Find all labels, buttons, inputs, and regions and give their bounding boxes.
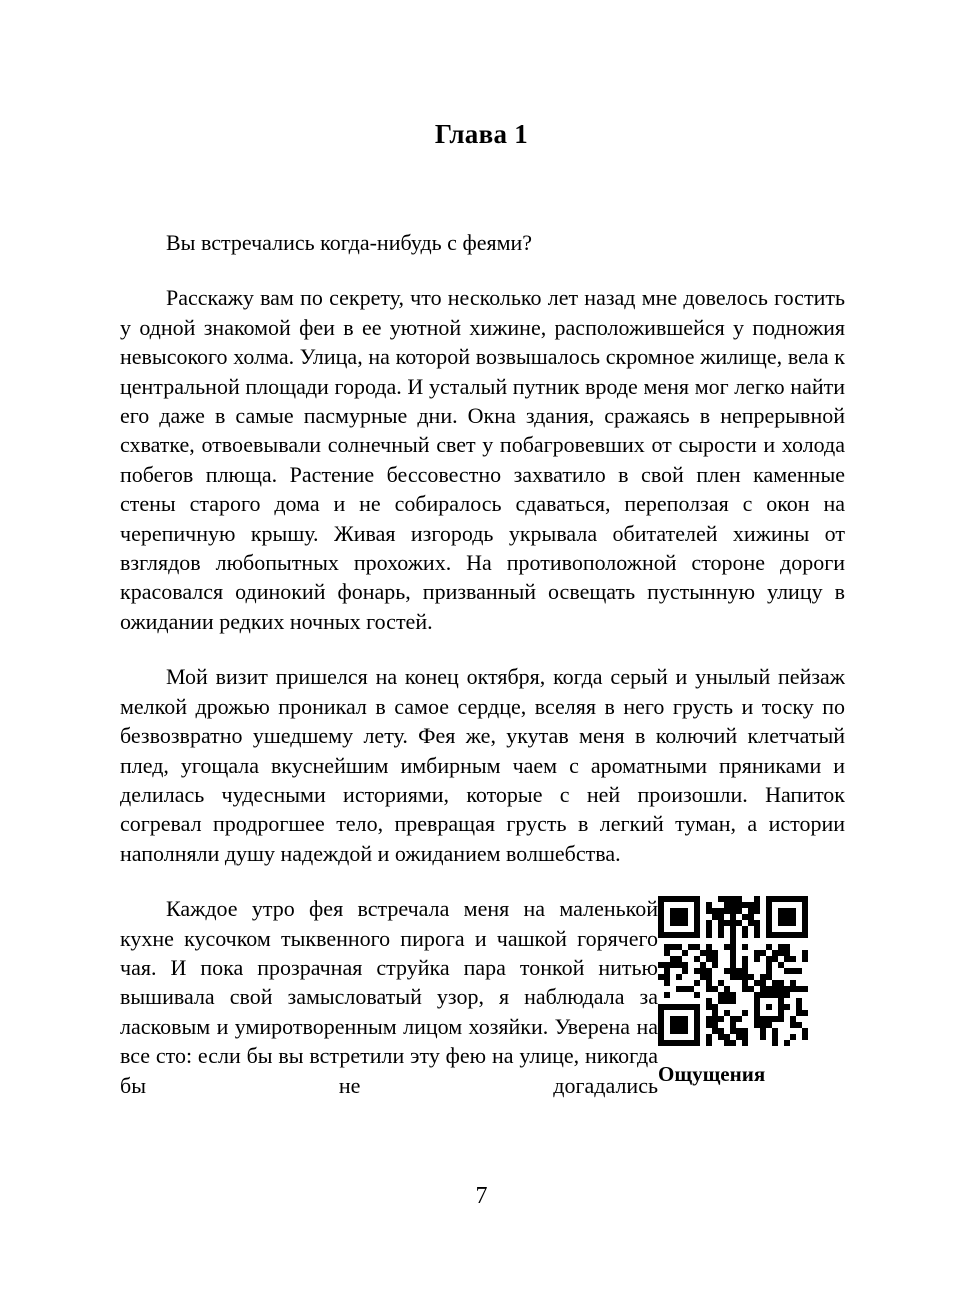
page-number: 7 [475, 1183, 488, 1209]
page-content [0, 228, 963, 1100]
paragraph-october-visit: Мой визит пришелся на конец октября, когда серый и унылый пейзаж мелкой дрожью проникал в самое сердце, вселяя в него грусть и тоску по безвозвратно ушедшему лету. Фея же, укутав меня в колючий клетчатый плед, угощала вкуснейшим имбирным чаем с ароматными пряниками и делилась чудесными историями, которые с ней произошли. Напиток согревал продрогшее тело, превращая грусть в легкий туман, а истории наполняли душу надеждой и ожиданием волшебства. [120, 664, 845, 866]
qr-box [658, 896, 808, 1086]
qr-block [658, 896, 845, 1086]
paragraph-house-description: Расскажу вам по секрету, что несколько лет назад мне довелось гостить у одной знакомой феи в ее уютной хижине, расположившейся у подножия невысокого холма. Улица, на которой возвышалось скромное жилище, вела к центральной площади города. И усталый путник вроде меня мог легко найти его даже в самые пасмурные дни. Окна здания, сражаясь в непрерывной схватке, отвоевывали солнечный свет у побагровевших от сырости и холода побегов плюща. Растение бессовестно захватило в свой плен каменные стены старого дома и не собиралось сдаваться, переползая с окон на черепичную крышу. Живая изгородь укрывала обитателей хижины от взглядов любопытных прохожих. На противоположной стороне дороги красовался одинокий фонарь, призванный освещать пустынную улицу в ожидании редких ночных гостей. [120, 285, 845, 634]
chapter-title: Глава 1 [434, 119, 529, 149]
paragraph-morning [120, 894, 845, 1100]
paragraph-question: Вы встречались когда-нибудь с феями? [166, 230, 533, 255]
qr-caption: Ощущения [658, 1062, 766, 1087]
qr-code-icon [658, 896, 808, 1046]
paragraph-morning-text: Каждое утро фея встречала меня на маленькой кухне кусочком тыквенного пирога и чашкой горячего чая. И пока прозрачная струйка пара тонкой нитью вышивала свой замысловатый узор, я наблюдала за ласковым и умиротворенным лицом хозяйки. Уверена на все сто: если бы вы встретили эту фею на улице, никогда бы не догадались [120, 896, 658, 1098]
